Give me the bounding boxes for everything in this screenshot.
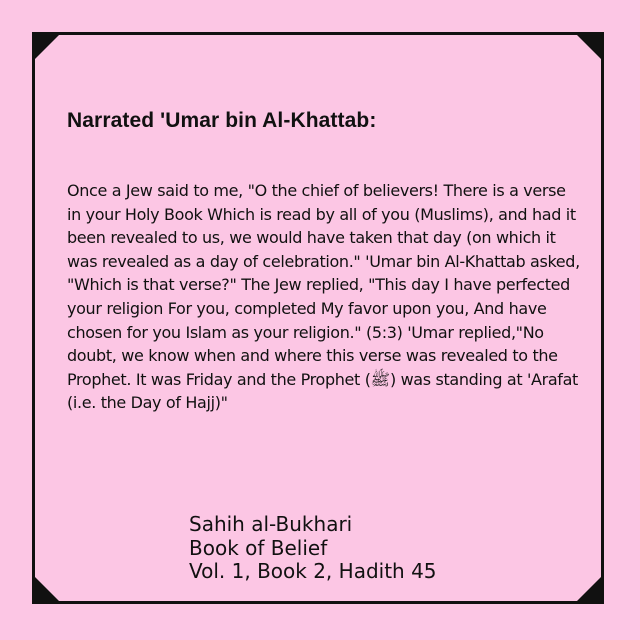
source-book: Book of Belief bbox=[189, 535, 328, 560]
hadith-card bbox=[32, 32, 604, 604]
corner-decoration-bottom-right bbox=[576, 576, 602, 602]
hadith-text: Once a Jew said to me, "O the chief of believers! There is a verse in your Holy Book Which is read by all of you (Muslims), and had it been revealed to us, we would have taken that day (on which it was revealed as a day of celebration." 'Umar bin Al-Khattab asked, "Which is that verse?" The Jew replied, "This day I have perfected your religion For you, completed My favor upon you, And have chosen for you Islam as your religion." (5:3) 'Umar replied,"No doubt, we know when and where this verse was revealed to the Prophet. It was Friday and the Prophet (ﷺ) was standing at 'Arafat (i.e. the Day of Hajj)" bbox=[67, 181, 580, 413]
narrator-title: Narrated 'Umar bin Al-Khattab: bbox=[67, 109, 377, 132]
source-reference bbox=[189, 513, 437, 584]
corner-decoration-top-right bbox=[576, 34, 602, 60]
source-collection: Sahih al-Bukhari bbox=[189, 512, 353, 536]
corner-decoration-top-left bbox=[34, 34, 60, 60]
corner-decoration-bottom-left bbox=[34, 576, 60, 602]
source-reference-number: Vol. 1, Book 2, Hadith 45 bbox=[189, 559, 437, 583]
